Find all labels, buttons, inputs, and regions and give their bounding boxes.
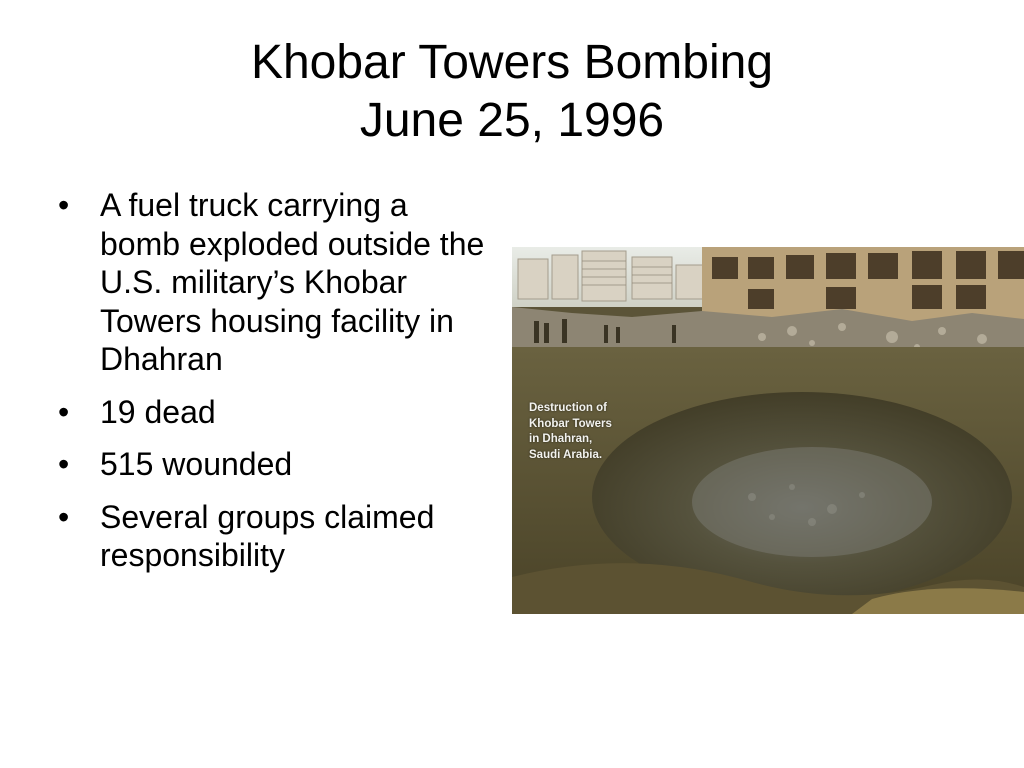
bullet-item: • 19 dead [56,393,496,432]
bomb-crater-photo [512,247,1024,614]
slide-title-line-1: Khobar Towers Bombing [250,36,774,89]
bullet-item: • A fuel truck carrying a bomb exploded outside the U.S. military’s Khobar Towers housing facility in Dhahran [56,186,496,379]
bullet-item: • 515 wounded [56,445,496,484]
bullet-list [56,186,496,589]
photo-caption: Destruction of Khobar Towers in Dhahran, Saudi Arabia. [529,402,612,461]
bullet-item: • Several groups claimed responsibility [56,498,496,575]
slide-title-line-2: June 25, 1996 [359,94,665,147]
slide-title [0,34,1024,150]
